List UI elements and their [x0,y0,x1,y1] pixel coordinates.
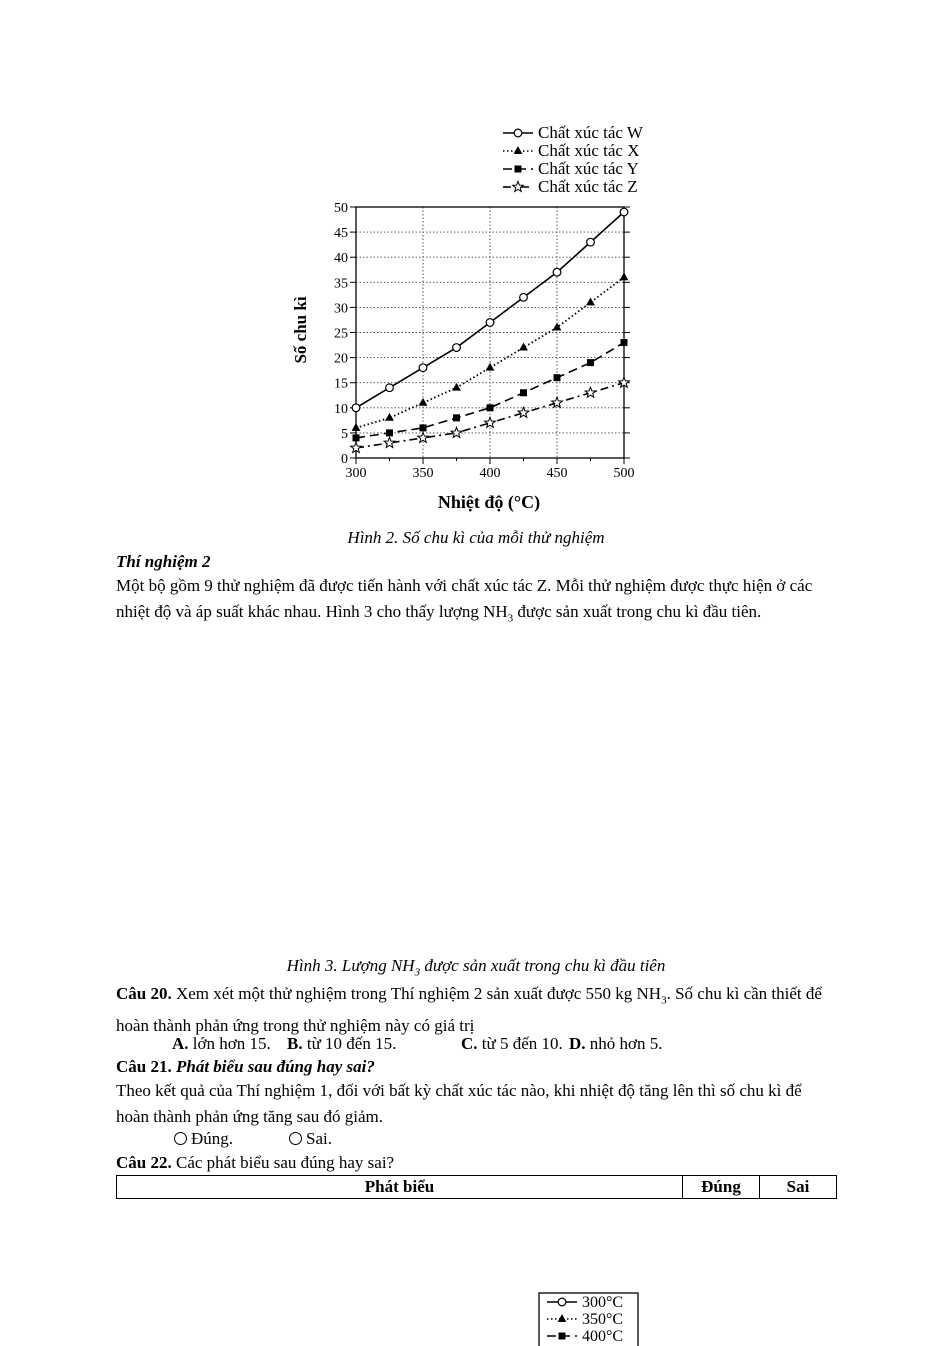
data-point [353,434,360,441]
header-false: Sai [760,1176,837,1199]
data-point [452,383,461,391]
legend-label-1: 300°C [582,1294,624,1311]
figure-3-caption: Hình 3. Lượng $NH_3$ được sản xuất trong chu kì đầu tiên [286,956,666,979]
y-tick-label: 40 [334,251,348,267]
header-statement: Phát biểu [117,1176,683,1199]
q20-option-c[interactable]: C. từ 5 đến 10. [461,1034,563,1053]
question-21-title: Câu 21. Phát biểu sau đúng hay sai? [116,1057,375,1076]
data-point [554,374,561,381]
q22-statement-table [116,1175,837,1199]
data-point [451,427,462,437]
x-tick-label: 450 [546,466,568,481]
experiment-2-heading: Thí nghiệm 2 [116,552,211,571]
legend-label-4: Chất xúc tác Z [538,177,638,196]
data-point [585,387,596,397]
data-point [385,413,394,421]
data-point [587,238,595,246]
y-tick-label: 30 [334,301,348,317]
legend-marker-3 [515,166,522,173]
data-point [518,407,529,417]
data-point [486,319,494,327]
legend-marker-2 [514,146,523,154]
data-point [520,389,527,396]
q20-option-b[interactable]: B. từ 10 đến 15. [287,1034,397,1053]
q21-true-option[interactable]: Đúng. [174,1129,233,1149]
data-point [453,344,461,352]
figure-3-legend [539,1293,638,1346]
q21-false-option[interactable]: Sai. [289,1129,332,1149]
y-tick-label: 45 [334,226,348,242]
question-22-title: Câu 22. Các phát biểu sau đúng hay sai? [116,1153,395,1172]
data-point [519,343,528,351]
data-point [384,437,395,447]
legend-marker-3 [559,1333,566,1340]
legend-marker-4 [513,181,524,191]
data-point [485,417,496,427]
data-point [553,323,562,331]
data-point [620,272,629,280]
header-true: Đúng [683,1176,760,1199]
legend-label-3: 400°C [582,1328,624,1345]
q20-option-a[interactable]: A. lớn hơn 15. [172,1034,271,1053]
legend-label-1: Chất xúc tác W [538,123,643,142]
radio-circle-icon [174,1132,187,1145]
data-point [419,364,427,372]
y-tick-label: 25 [334,326,348,342]
data-point [620,208,628,216]
figure-2-x-axis-label: Nhiệt độ (°C) [437,492,541,512]
x-tick-label: 300 [345,466,367,481]
data-point [386,384,394,392]
data-point [552,397,563,407]
data-point [352,404,360,412]
y-tick-label: 35 [334,276,348,292]
figure-2-plot [334,201,635,481]
x-tick-label: 400 [479,466,501,481]
data-point [453,414,460,421]
figure-2-caption: Hình 2. Số chu kì của mỗi thử nghiệm [347,528,605,547]
y-tick-label: 50 [334,201,348,216]
legend-marker-1 [514,129,522,137]
data-point [486,363,495,371]
question-20: Câu 20. Xem xét một thử nghiệm trong Thí nghiệm 2 sản xuất được 550 kg $NH_3$. Số chu kì cần thiết để hoàn thành phản ứng trong thử nghiệm này có giá trị [116,984,822,1036]
data-point [587,359,594,366]
data-point [586,297,595,305]
legend-label-3: Chất xúc tác Y [538,159,639,178]
y-tick-label: 5 [341,426,348,442]
data-point [553,268,561,276]
x-tick-label: 500 [613,466,635,481]
data-point [418,432,429,442]
figure-2-legend [503,123,644,196]
data-point [386,429,393,436]
legend-marker-1 [558,1298,566,1306]
data-point [352,423,361,431]
experiment-2-description: Một bộ gồm 9 thử nghiệm đã được tiến hành với chất xúc tác Z. Mỗi thử nghiệm được thực hiện ở các nhiệt độ và áp suất khác nhau. Hình 3 cho thấy lượng $NH_3$ được sản xuất trong chu kì đầu tiên. [116,576,813,625]
data-point [520,294,528,302]
table-header-row [117,1176,837,1199]
figure-2-chart [0,0,952,520]
data-point [621,339,628,346]
y-tick-label: 15 [334,376,348,392]
y-tick-label: 0 [341,452,348,467]
question-21-statement: Theo kết quả của Thí nghiệm 1, đối với bất kỳ chất xúc tác nào, khi nhiệt độ tăng lên thì số chu kì để hoàn thành phản ứng tăng sau đó giảm. [116,1081,802,1126]
y-tick-label: 10 [334,401,348,417]
radio-circle-icon [289,1132,302,1145]
x-tick-label: 350 [412,466,434,481]
y-tick-label: 20 [334,351,348,367]
q20-option-d[interactable]: D. nhỏ hơn 5. [569,1034,663,1053]
legend-label-2: Chất xúc tác X [538,141,640,160]
figure-2-y-axis-label: Số chu kì [291,296,310,364]
data-point [487,404,494,411]
data-point [420,424,427,431]
legend-label-2: 350°C [582,1311,624,1328]
data-point [419,398,428,406]
